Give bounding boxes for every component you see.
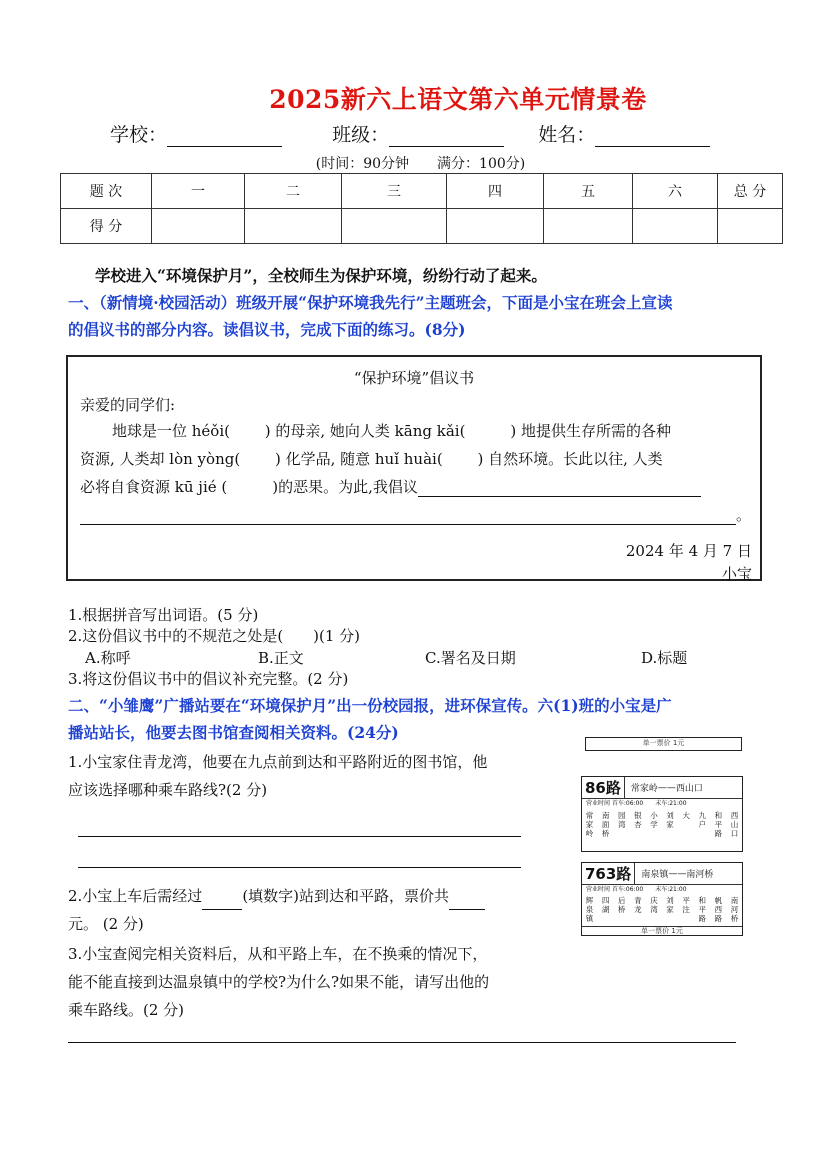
letter-paragraph-line: 资源, 人类却 lòn yòng( ) 化学品, 随意 huǐ huài( ) 自然环境。长此以往, 人类 xyxy=(80,450,663,468)
score-cell[interactable] xyxy=(342,209,447,244)
stop-name: 南河桥 xyxy=(730,896,739,923)
student-info-line xyxy=(110,120,710,147)
section2-heading-line: 二、“小雏鹰”广播站要在“环境保护月”出一份校园报，进环保宣传。六(1)班的小宝是广 xyxy=(68,696,672,715)
question-1-1: 1.根据拼音写出词语。(5 分) xyxy=(68,606,259,624)
route-hours: 营业时间 首车:06:00 末车:21:00 xyxy=(586,800,687,807)
fare-blank[interactable] xyxy=(449,893,485,910)
table-cell: 总 分 xyxy=(718,174,783,209)
letter-signer: 小宝 xyxy=(721,565,752,583)
table-cell: 题 次 xyxy=(61,174,152,209)
stop-name: 四湖 xyxy=(601,896,610,914)
class-blank[interactable] xyxy=(389,126,504,147)
letter-paragraph-line: 地球是一位 héǒi( ) 的母亲, 她向人类 kāng kǎi( ) 地提供生存所需的各种 xyxy=(112,422,672,440)
question-text-line: 乘车路线。(2 分) xyxy=(68,1001,185,1019)
proposal-blank[interactable] xyxy=(418,480,701,497)
stop-name: 常家岭 xyxy=(585,811,594,838)
answer-line[interactable] xyxy=(68,1042,736,1043)
period-mark: 。 xyxy=(736,506,752,524)
score-table xyxy=(60,173,783,244)
section1-heading-line: 的倡议书的部分内容。读倡议书，完成下面的练习。(8分) xyxy=(68,320,466,339)
stop-list xyxy=(582,896,742,923)
stop-name: 青龙 xyxy=(634,896,642,914)
score-cell[interactable] xyxy=(245,209,342,244)
option-d[interactable]: D.标题 xyxy=(641,649,688,667)
page-title: 2025新六上语文第六单元情景卷 xyxy=(269,85,647,114)
question-text: 元。 (2 分) xyxy=(68,915,144,933)
school-blank[interactable] xyxy=(167,126,282,147)
name-blank[interactable] xyxy=(595,126,710,147)
letter-paragraph-line xyxy=(80,504,751,525)
score-table-score-row xyxy=(61,209,783,244)
question-1-2: 2.这份倡议书中的不规范之处是( )(1 分) xyxy=(68,627,361,645)
question-2-1 xyxy=(68,748,548,804)
stop-name: 刘家 xyxy=(666,811,674,829)
question-2-2 xyxy=(68,882,548,938)
time-score-info: (时间：90分钟 满分：100分) xyxy=(315,156,526,172)
question-text-line: 能不能直接到达温泉镇中的学校?为什么?如果不能，请写出他的 xyxy=(68,973,490,991)
score-cell[interactable] xyxy=(544,209,633,244)
bus-sign-86: 86路 常家岭 —— 西山口 营业时间 首车:06:00 末车:21:00 常家岭 南面桥 园湾 银杏 小学 刘家 大 九户 和平路 西山口 xyxy=(581,776,743,852)
stop-name: 辉泉镇 xyxy=(585,896,594,923)
school-label: 学校： xyxy=(110,124,168,146)
question-2-3 xyxy=(68,940,548,1024)
fare-strip-text: 单一票价 1元 xyxy=(642,739,685,747)
bus-sign-763: 763路 南泉镇 —— 南河桥 营业时间 首车:06:00 末车:21:00 辉泉镇 四湖 后桥 青龙 庆湾 刘家 平注 和平路 帆西路 南河桥 单一票价 1元 xyxy=(581,862,743,936)
question-text-line: 1.小宝家住青龙湾，他要在九点前到达和平路附近的图书馆，他 xyxy=(68,753,488,771)
route-number: 86路 xyxy=(582,777,625,798)
table-cell: 得 分 xyxy=(61,209,152,244)
score-cell[interactable] xyxy=(152,209,245,244)
route-to: 南河桥 xyxy=(686,870,714,880)
name-label: 姓名： xyxy=(538,124,596,146)
score-cell[interactable] xyxy=(718,209,783,244)
class-label: 班级： xyxy=(332,124,390,146)
option-b[interactable]: B.正文 xyxy=(258,649,304,667)
stop-name: 南面桥 xyxy=(601,811,610,838)
stop-name: 庆湾 xyxy=(650,896,658,914)
stop-name: 和平路 xyxy=(698,896,707,923)
section1-heading xyxy=(68,289,758,343)
table-cell: 二 xyxy=(245,174,342,209)
score-table-header-row xyxy=(61,174,783,209)
stop-name: 刘家 xyxy=(666,896,674,914)
question-text: (填数字)站到达和平路，票价共 xyxy=(242,887,450,905)
answer-line[interactable] xyxy=(78,836,521,837)
letter-greeting: 亲爱的同学们: xyxy=(80,396,176,414)
stop-name: 西山口 xyxy=(730,811,739,838)
stop-name: 银杏 xyxy=(634,811,642,829)
route-to: 西山口 xyxy=(675,784,703,794)
stop-name: 和平路 xyxy=(714,811,723,838)
stop-name: 园湾 xyxy=(617,811,626,829)
section1-heading-line: 一、（新情境·校园活动）班级开展“保护环境我先行”主题班会，下面是小宝在班会上宣读 xyxy=(68,293,673,312)
question-text-line: 应该选择哪种乘车路线?(2 分) xyxy=(68,781,268,799)
route-from: 常家岭 xyxy=(630,784,658,794)
letter-date: 2024 年 4 月 7 日 xyxy=(625,542,752,560)
score-cell[interactable] xyxy=(633,209,718,244)
question-1-3: 3.将这份倡议书中的倡议补充完整。(2 分) xyxy=(68,670,349,688)
score-cell[interactable] xyxy=(447,209,544,244)
table-cell: 一 xyxy=(152,174,245,209)
stop-list xyxy=(582,811,742,838)
letter-text: 必将自食资源 kū jié ( )的恶果。为此,我倡议 xyxy=(80,478,418,496)
letter-title: “保护环境”倡议书 xyxy=(353,369,475,387)
stops-blank[interactable] xyxy=(202,893,242,910)
table-cell: 六 xyxy=(633,174,718,209)
stop-name: 大 xyxy=(682,811,690,820)
section2-heading-line: 播站站长，他要去图书馆查阅相关资料。(24分) xyxy=(68,723,399,742)
letter-paragraph-line xyxy=(80,476,701,497)
question-text: 2.小宝上车后需经过 xyxy=(68,887,203,905)
option-a[interactable]: A.称呼 xyxy=(85,649,131,667)
answer-line[interactable] xyxy=(78,867,521,868)
route-hours: 营业时间 首车:06:00 末车:21:00 xyxy=(586,886,687,893)
route-number: 763路 xyxy=(582,863,635,884)
option-c[interactable]: C.署名及日期 xyxy=(425,649,516,667)
fare-text: 单一票价 1元 xyxy=(582,926,742,935)
route-from: 南泉镇 xyxy=(641,870,669,880)
table-cell: 五 xyxy=(544,174,633,209)
stop-name: 小学 xyxy=(650,811,658,829)
stop-name: 帆西路 xyxy=(714,896,723,923)
proposal-blank-line[interactable] xyxy=(80,508,736,525)
stop-name: 后桥 xyxy=(617,896,626,914)
fare-strip xyxy=(585,737,742,751)
stop-name: 平注 xyxy=(682,896,690,914)
stop-name: 九户 xyxy=(698,811,707,829)
proposal-letter-box xyxy=(66,355,762,581)
table-cell: 四 xyxy=(447,174,544,209)
table-cell: 三 xyxy=(342,174,447,209)
question-text-line: 3.小宝查阅完相关资料后，从和平路上车，在不换乘的情况下， xyxy=(68,945,488,963)
intro-text: 学校进入“环境保护月”，全校师生为保护环境，纷纷行动了起来。 xyxy=(95,266,547,285)
